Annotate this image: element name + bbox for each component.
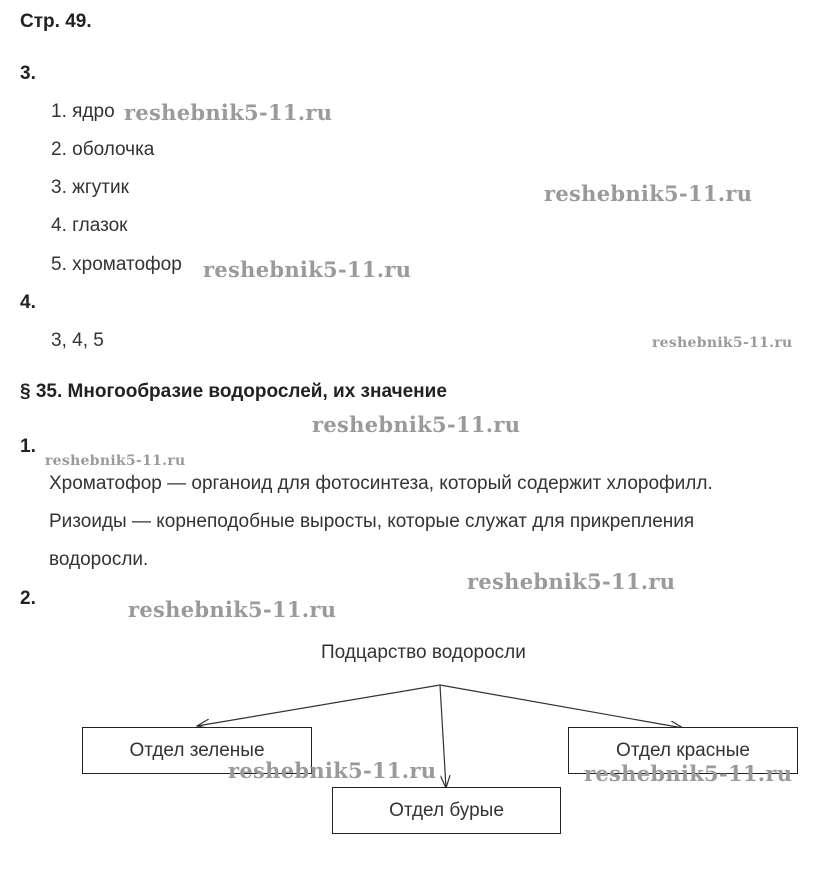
arrow-to-middle [440, 685, 446, 788]
task-3-item-5: 5. хроматофор [51, 254, 182, 275]
watermark: reshebnik5-11.ru [203, 257, 412, 282]
s35-task-2-number: 2. [20, 588, 36, 609]
s35-task-1-line-3: водоросли. [49, 549, 149, 570]
arrow-to-left [197, 685, 440, 726]
section-title: § 35. Многообразие водорослей, их значение [20, 381, 447, 402]
task-3-number: 3. [20, 63, 36, 84]
diagram-box-red-label: Отдел красные [616, 739, 750, 761]
s35-task-1-line-2: Ризоиды — корнеподобные выросты, которые служат для прикрепления [49, 511, 695, 532]
task-4-answer: 3, 4, 5 [51, 330, 104, 351]
s35-task-1-number: 1. [20, 436, 36, 457]
watermark: reshebnik5-11.ru [584, 761, 793, 786]
diagram-box-brown [332, 787, 561, 834]
watermark: reshebnik5-11.ru [652, 335, 793, 351]
s35-task-1-line-1: Хроматофор — органоид для фотосинтеза, который содержит хлорофилл. [49, 473, 713, 494]
arrow-to-right [440, 685, 683, 728]
task-3-item-2: 2. оболочка [51, 139, 155, 160]
watermark: reshebnik5-11.ru [128, 597, 337, 622]
diagram-box-green-label: Отдел зеленые [129, 739, 265, 761]
diagram-root-label: Подцарство водоросли [321, 642, 526, 663]
task-3-item-1: 1. ядро [51, 101, 115, 122]
watermark: reshebnik5-11.ru [228, 758, 437, 783]
task-3-item-4: 4. глазок [51, 215, 128, 236]
watermark: reshebnik5-11.ru [312, 412, 521, 437]
watermark: reshebnik5-11.ru [45, 453, 186, 469]
diagram-box-brown-label: Отдел бурые [389, 799, 504, 821]
task-3-item-3: 3. жгутик [51, 177, 129, 198]
watermark: reshebnik5-11.ru [467, 569, 676, 594]
task-4-number: 4. [20, 292, 36, 313]
watermark: reshebnik5-11.ru [544, 181, 753, 206]
watermark: reshebnik5-11.ru [124, 100, 333, 125]
page-header: Стр. 49. [20, 11, 92, 32]
